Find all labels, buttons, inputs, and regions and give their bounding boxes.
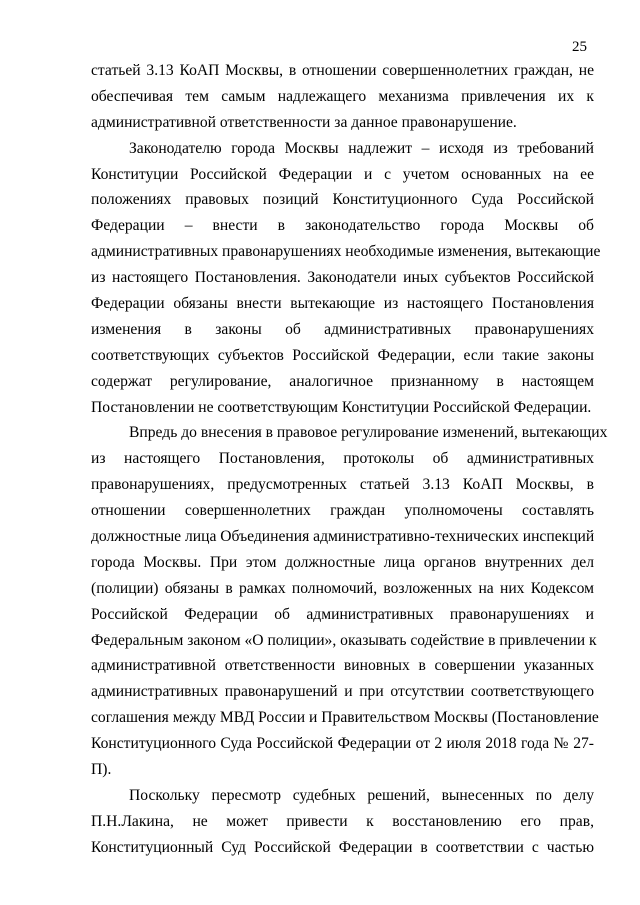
text-line: Федерации – внести в законодательство города Москвы об <box>91 217 594 235</box>
text-line: обеспечивая тем самым надлежащего механизма привлечения их к <box>91 87 594 105</box>
paragraph-3 <box>91 420 608 782</box>
text-line: из настоящего Постановления, протоколы об административных <box>91 450 594 468</box>
paragraph-4 <box>91 783 594 861</box>
text-line: Федеральным законом «О полиции», оказывать содействие в привлечении к <box>91 631 597 649</box>
paragraph-1 <box>91 58 594 136</box>
text-line: (полиции) обязаны в рамках полномочий, возложенных на них Кодексом <box>91 579 594 597</box>
text-line: из настоящего Постановления. Законодатели иных субъектов Российской <box>91 269 594 287</box>
text-line: административных правонарушений и при отсутствии соответствующего <box>91 683 594 701</box>
text-line: Российской Федерации об административных правонарушениях и <box>91 605 594 623</box>
text-line: положениях правовых позиций Конституционного Суда Российской <box>91 191 594 209</box>
text-line: П.Н.Лакина, не может привести к восстановлению его прав, <box>91 812 594 830</box>
text-line: города Москвы. При этом должностные лица органов внутренних дел <box>91 553 594 571</box>
text-line: Конституционный Суд Российской Федерации в соответствии с частью <box>91 838 594 856</box>
text-line: статьей 3.13 КоАП Москвы, в отношении совершеннолетних граждан, не <box>91 62 594 79</box>
text-line: изменения в законы об административных правонарушениях <box>91 320 594 338</box>
text-line: Законодателю города Москвы надлежит – исходя из требований <box>129 139 594 157</box>
text-line: правонарушениях, предусмотренных статьей 3.13 КоАП Москвы, в <box>91 476 594 494</box>
page-number: 25 <box>572 39 587 55</box>
text-line: П). <box>91 761 112 779</box>
paragraph-2 <box>91 136 601 421</box>
text-line: административных правонарушениях необходимые изменения, вытекающие <box>91 243 601 261</box>
text-line: Конституции Российской Федерации и с учетом основанных на ее <box>91 165 594 183</box>
text-line: административной ответственности виновных в совершении указанных <box>91 657 594 675</box>
text-line: должностные лица Объединения административно-технических инспекций <box>91 528 595 546</box>
text-line: Впредь до внесения в правовое регулирование изменений, вытекающих <box>129 424 608 442</box>
text-line: соглашения между МВД России и Правительством Москвы (Постановление <box>91 709 599 727</box>
text-line: отношении совершеннолетних граждан уполномочены составлять <box>91 502 594 520</box>
document-body <box>91 58 608 861</box>
text-line: соответствующих субъектов Российской Федерации, если такие законы <box>91 346 594 364</box>
text-line: содержат регулирование, аналогичное признанному в настоящем <box>91 372 594 390</box>
text-line: Конституционного Суда Российской Федерации от 2 июля 2018 года № 27- <box>91 735 594 753</box>
text-line: Постановлении не соответствующим Конституции Российской Федерации. <box>91 398 592 416</box>
text-line: административной ответственности за данное правонарушение. <box>91 113 517 131</box>
text-line: Федерации обязаны внести вытекающие из настоящего Постановления <box>91 295 594 313</box>
text-line: Поскольку пересмотр судебных решений, вынесенных по делу <box>129 786 594 804</box>
